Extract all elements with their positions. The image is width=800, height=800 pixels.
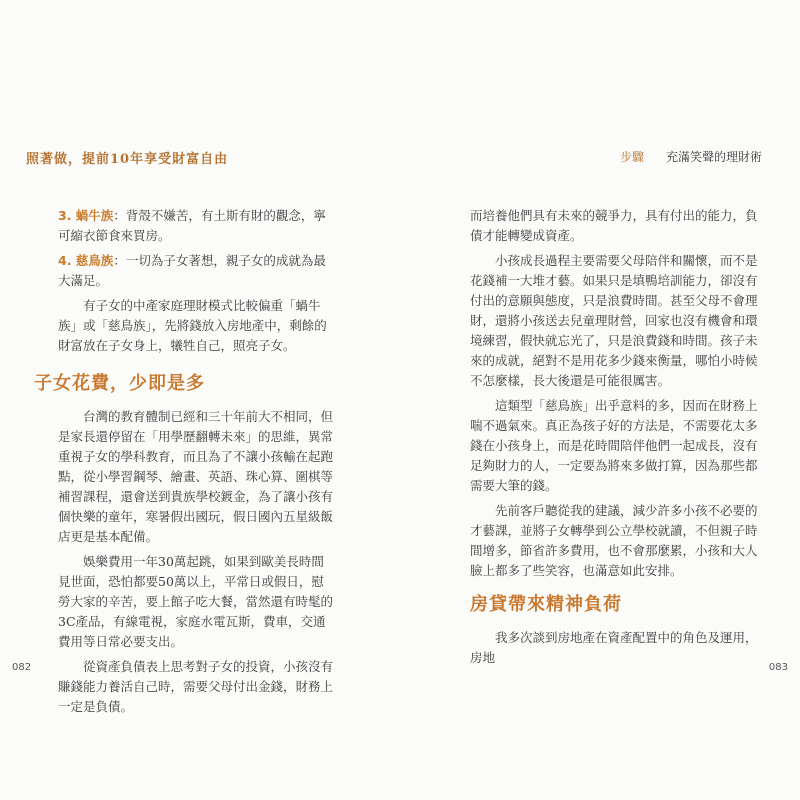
paragraph: 有子女的中產家庭理財模式比較偏重「蝸牛族」或「慈鳥族」，先將錢放入房地產中，剩餘的財富放在子女身上，犧牲自己，照亮子女。	[58, 298, 327, 353]
list-item	[58, 206, 334, 246]
paragraph: 而培養他們具有未來的競爭力，具有付出的能力，負債才能轉變成資產。	[470, 208, 758, 243]
right-page-body	[470, 206, 766, 673]
section-heading: 子女花費，少即是多	[34, 373, 205, 394]
paragraph: 從資產負債表上思考對子女的投資，小孩沒有賺錢能力養活自己時，需要父母付出金錢，財務上一定是負債。	[58, 658, 334, 714]
paragraph: 先前客戶聽從我的建議，減少許多小孩不必要的才藝課，並將子女轉學到公立學校就讀，不但親子時間增多，節省許多費用，也不會那麼累，小孩和大人臉上都多了些笑容，也滿意如此安排。	[470, 503, 758, 578]
left-page-body	[34, 206, 334, 722]
paragraph: 我多次談到房地產在資產配置中的角色及運用，房地	[470, 629, 758, 665]
item-text: ：背殼不嫌苦，有土斯有財的觀念，寧可縮衣節食來買房。	[58, 208, 326, 243]
page-number-right: 083	[768, 662, 788, 673]
section-label: 步驟	[620, 150, 645, 164]
item-text: ：一切為子女著想，親子女的成就為最大滿足。	[58, 253, 326, 288]
paragraph: 小孩成長過程主要需要父母陪伴和關懷，而不是花錢補一大堆才藝。如果只是填鴨培訓能力，卻沒有付出的意願與態度，只是浪費時間。甚至父母不會理財，還將小孩送去兒童理財營，回家也沒有機會和環境練習，假快就忘光了，只是浪費錢和時間。孩子未來的成就，絕對不是用花多少錢來衡量，哪怕小時候不怎麼樣，長大後還是可能很厲害。	[470, 253, 758, 388]
page-number-left: 082	[12, 662, 32, 673]
running-header-chapter	[620, 148, 762, 165]
paragraph: 這類型「慈鳥族」出乎意料的多，因而在財務上喘不過氣來。真正為孩子好的方法是，不需要花太多錢在小孩身上，而是花時間陪伴他們一起成長，沒有足夠財力的人，一定要為將來多做打算，因為那些都需要大筆的錢。	[470, 398, 758, 493]
running-header-book-title: 照著做，提前10年享受財富自由	[26, 152, 229, 167]
item-term: 3. 蝸牛族	[58, 208, 114, 223]
paragraph: 娛樂費用一年30萬起跳，如果到歐美長時間見世面，恐怕都要50萬以上，平常日或假日，慰勞大家的辛苦，要上館子吃大餐，當然還有時髦的3C產品，有線電視，家庭水電瓦斯，費車，交通費用等日常必要支出。	[58, 553, 334, 649]
paragraph: 台灣的教育體制已經和三十年前大不相同，但是家長還停留在「用學歷翻轉未來」的思維，異常重視子女的學科教育，而且為了不讓小孩輸在起跑點，從小學習鋼琴、繪畫、英語、珠心算、圍棋等補習課程，還會送到貴族學校鍍金，為了讓小孩有個快樂的童年，寒暑假出國玩，假日國內五星級飯店更是基本配備。	[58, 408, 334, 544]
chapter-title: 充滿笑聲的理財術	[665, 150, 762, 164]
item-term: 4. 慈鳥族	[58, 253, 114, 268]
section-heading: 房貸帶來精神負荷	[470, 594, 622, 615]
list-item	[58, 251, 334, 291]
